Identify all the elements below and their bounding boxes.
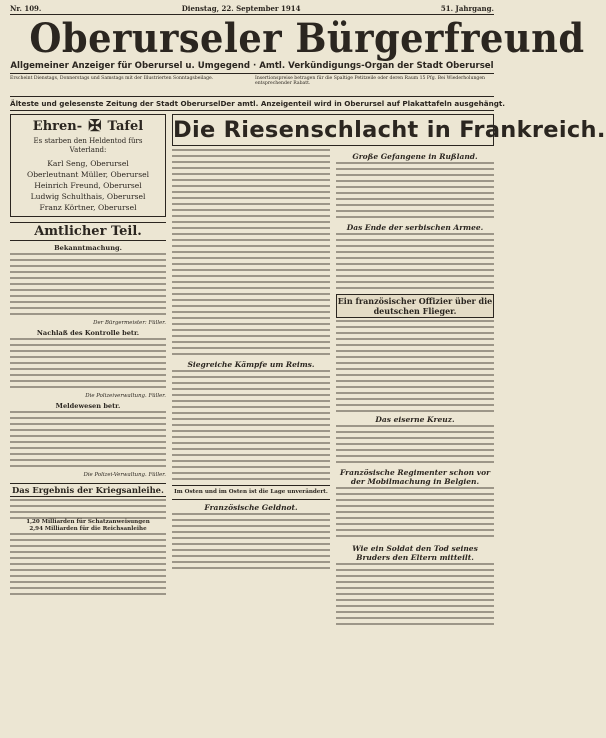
article-body bbox=[336, 487, 494, 541]
publishing-info bbox=[10, 74, 494, 97]
newspaper-subtitle: Allgemeiner Anzeiger für Oberursel u. Umgegend · Amtl. Verkündigungs-Organ der Stadt Oberursel bbox=[10, 61, 494, 74]
article-heading: Im Osten und im Osten ist die Lage unverändert. bbox=[174, 489, 328, 495]
publishing-schedule: Erscheint Dienstags, Donnerstags und Samstags mit der Illustrierten Sonntagsbeilage. bbox=[10, 76, 214, 81]
article-heading: Französische Geldnot. bbox=[204, 503, 298, 512]
article-heading: Wie ein Soldat den Tod seines Bruders den Eltern mitteilt. bbox=[352, 544, 478, 562]
article-body bbox=[172, 370, 330, 482]
article-body bbox=[10, 338, 166, 392]
article-heading: Siegreiche Kämpfe um Reims. bbox=[187, 360, 315, 369]
main-article-columns bbox=[172, 149, 494, 625]
main-article-right bbox=[336, 149, 494, 625]
main-headline: Die Riesenschlacht in Frankreich. bbox=[172, 114, 494, 146]
issue-volume: 51. Jahrgang. bbox=[440, 4, 494, 13]
honor-roll-name: Franz Körtner, Oberursel bbox=[39, 203, 137, 213]
honor-roll-title-right: Tafel bbox=[107, 118, 144, 134]
article-heading: Das eiserne Kreuz. bbox=[375, 415, 455, 424]
signature: Die Polizeiverwaltung. Füller. bbox=[85, 393, 166, 400]
article-body bbox=[172, 513, 330, 573]
honor-roll-title-left: Ehren- bbox=[32, 118, 83, 134]
honor-roll-name: Heinrich Freund, Oberursel bbox=[34, 181, 142, 191]
honor-roll-box bbox=[10, 114, 166, 217]
article-heading: Meldewesen betr. bbox=[55, 402, 121, 411]
war-loan-figure: 2,94 Milliarden für die Reichsanleihe bbox=[29, 526, 147, 533]
main-article-left bbox=[172, 149, 330, 625]
newspaper-title: Oberurseler Bürgerfreund bbox=[29, 15, 585, 62]
right-column bbox=[172, 114, 606, 625]
advertising-rates: Insertionspreise betragen für die Spaltige Petitzeile oder deren Raum 15 Pfg. Bei Wiederholungen entsprechender Rabatt. bbox=[255, 76, 486, 87]
tagline-bar bbox=[10, 97, 506, 111]
content-columns bbox=[10, 114, 606, 625]
official-section-title: Amtlicher Teil. bbox=[10, 222, 166, 241]
article-body bbox=[336, 162, 494, 220]
article-heading: Bekanntmachung. bbox=[54, 244, 122, 253]
article-body bbox=[336, 320, 494, 412]
honor-roll-name: Ludwig Schulthais, Oberursel bbox=[30, 192, 146, 202]
article-body bbox=[336, 563, 494, 625]
tagline-left: Älteste und gelesenste Zeitung der Stadt Oberursel bbox=[10, 99, 221, 108]
issue-number: Nr. 109. bbox=[10, 4, 42, 13]
article-heading: Französische Regimenter schon vor der Mobilmachung in Belgien. bbox=[339, 468, 491, 486]
article-heading: Große Gefangene in Rußland. bbox=[352, 152, 478, 161]
divider bbox=[172, 485, 330, 486]
article-heading: Das Ende der serbischen Armee. bbox=[346, 223, 484, 232]
article-heading: Nachlaß des Kontrolle betr. bbox=[36, 329, 140, 338]
divider bbox=[172, 499, 330, 500]
issue-info-bar bbox=[10, 4, 494, 15]
article-body bbox=[10, 499, 166, 519]
article-body bbox=[10, 411, 166, 471]
article-body bbox=[10, 533, 166, 597]
iron-cross-icon: ✠ bbox=[88, 116, 102, 135]
left-column bbox=[10, 114, 166, 625]
war-loan-title: Das Ergebnis der Kriegsanleihe. bbox=[10, 483, 166, 497]
honor-roll-title bbox=[15, 118, 161, 134]
article-body bbox=[336, 233, 494, 291]
issue-date: Dienstag, 22. September 1914 bbox=[181, 4, 301, 13]
tagline-right: Der amtl. Anzeigenteil wird in Oberursel auf Plakattafeln ausgehängt. bbox=[220, 99, 506, 108]
signature: Die Polizei-Verwaltung. Füller. bbox=[83, 472, 166, 479]
flieger-box-heading: Ein französischer Offizier über die deutschen Flieger. bbox=[337, 296, 493, 316]
war-loan-figure: 1,20 Milliarden für Schatzanweisungen bbox=[26, 519, 150, 526]
article-body bbox=[172, 149, 330, 357]
signature: Der Bürgermeister: Füller. bbox=[93, 320, 166, 327]
honor-roll-intro: Es starben den Heldentod fürs Vaterland: bbox=[33, 137, 143, 154]
honor-roll-name: Karl Seng, Oberursel bbox=[47, 159, 129, 169]
article-body bbox=[336, 425, 494, 465]
honor-roll-name: Oberleutnant Müller, Oberursel bbox=[26, 170, 150, 180]
article-body bbox=[10, 253, 166, 319]
